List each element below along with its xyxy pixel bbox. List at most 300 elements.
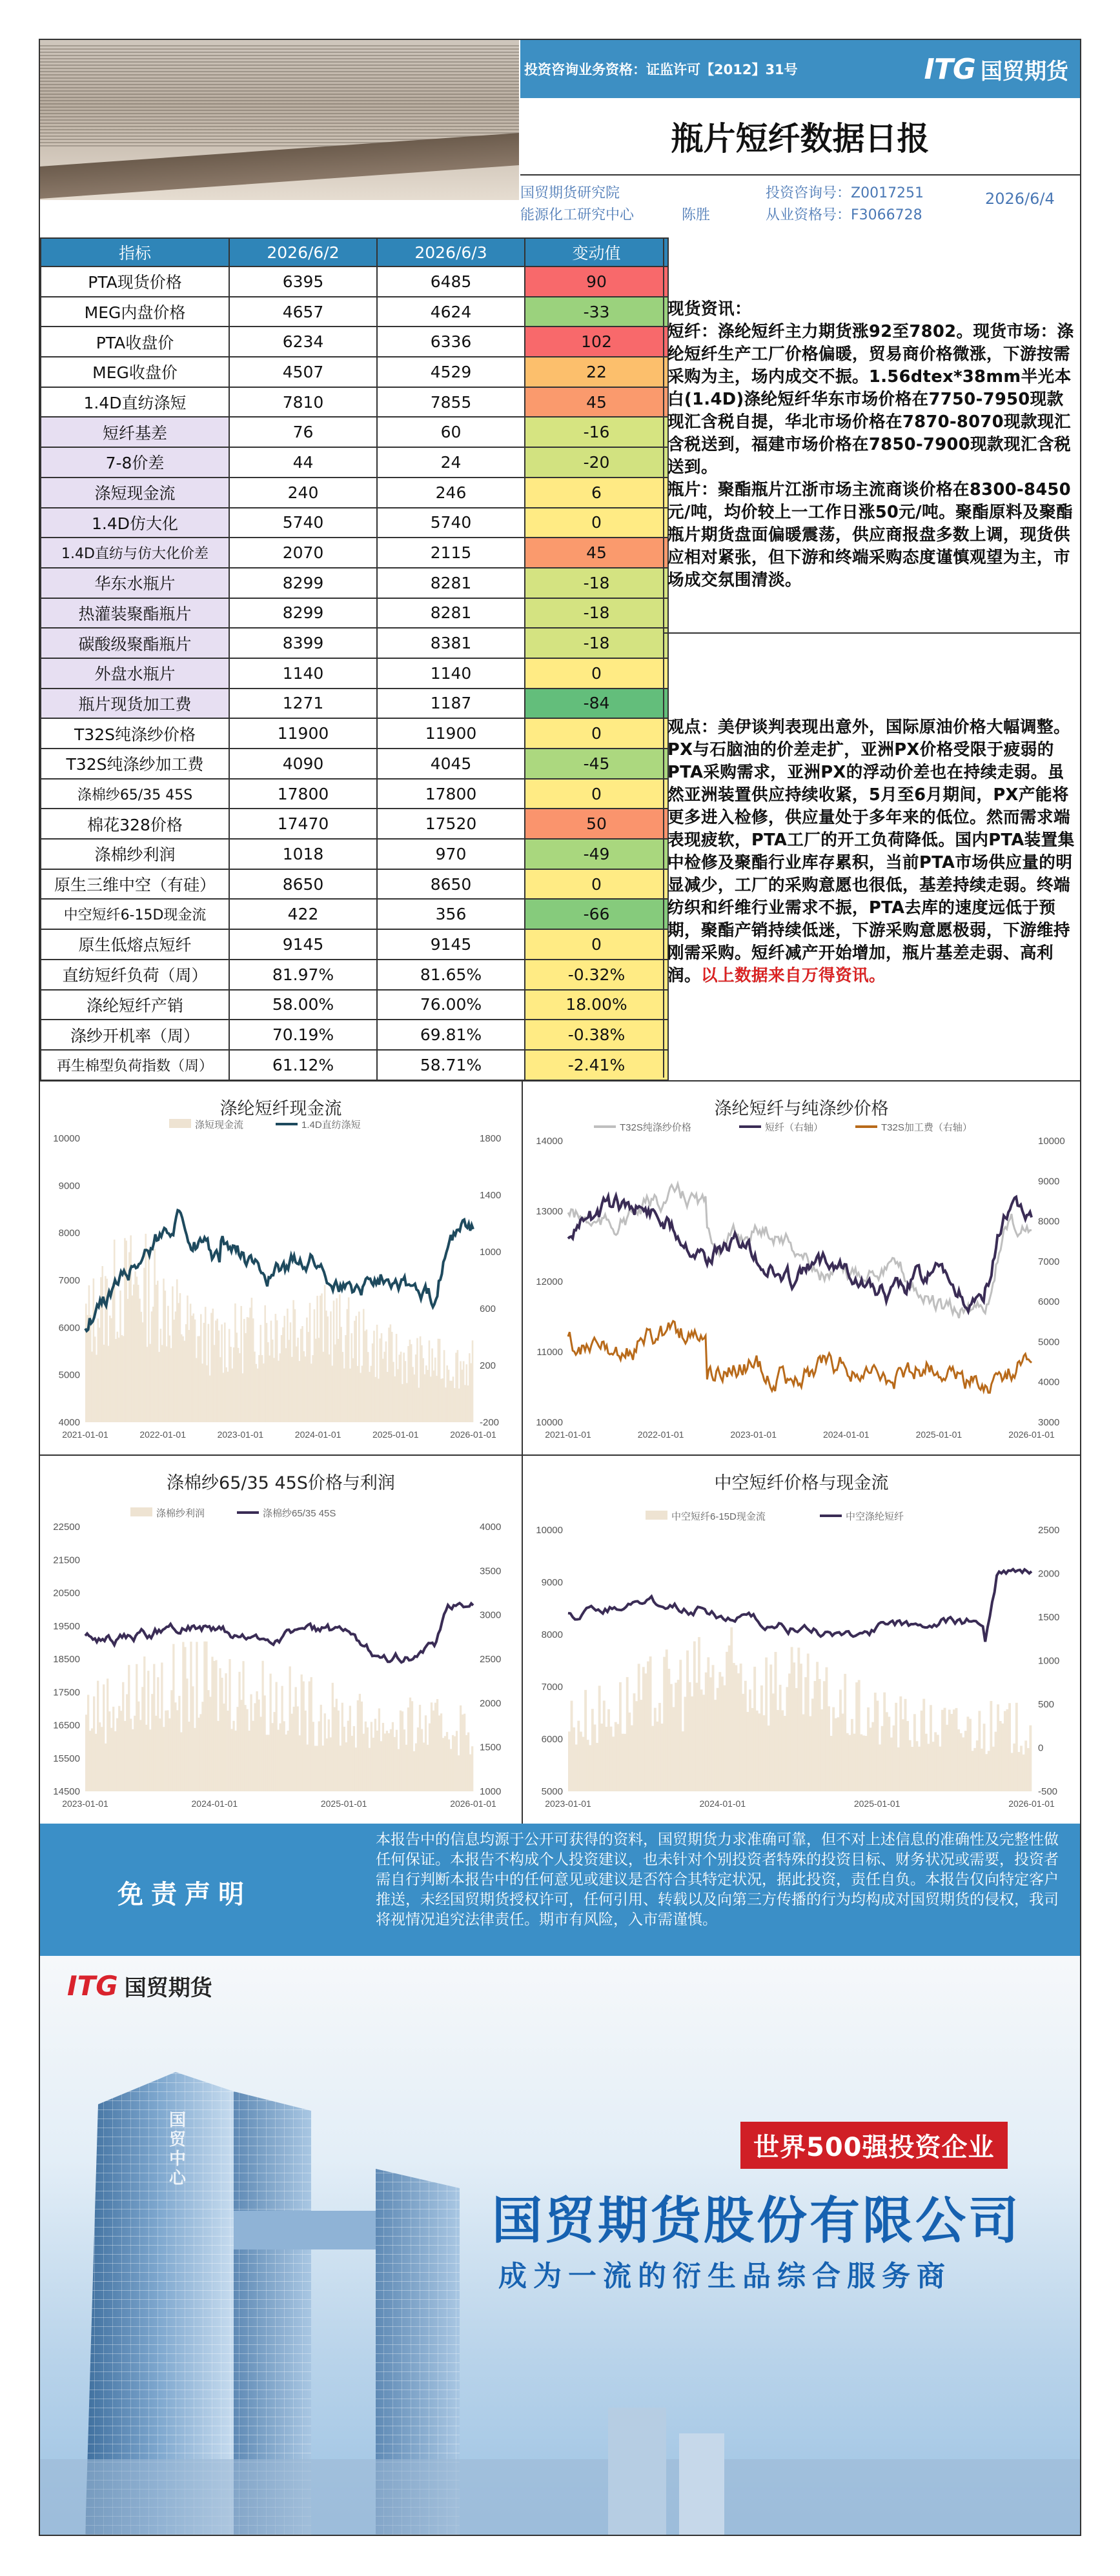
cashflow-bar [260,1716,261,1791]
x-tick: 2022-01-01 [139,1429,187,1440]
cashflow-bar [777,1710,779,1791]
cashflow-bar [155,1716,157,1791]
cashflow-bar [338,1711,340,1791]
y-tick-right: 1000 [480,1247,502,1258]
x-tick: 2024-01-01 [191,1798,238,1809]
cashflow-bar [345,1335,347,1422]
table-cell-v2: 24 [377,447,525,478]
source-note: 以上数据来自万得资讯。 [701,966,886,985]
cashflow-bar [347,1309,349,1422]
itg-logo-mark: ITG [924,52,975,86]
cashflow-bar [779,1685,782,1791]
cashflow-bar [791,1647,793,1791]
cashflow-bar [414,1374,416,1422]
x-tick: 2021-01-01 [62,1429,108,1440]
cashflow-bar [416,1338,418,1422]
x-tick: 2026-01-01 [1008,1798,1055,1809]
cashflow-bar [130,1235,132,1422]
cashflow-bar [238,1348,239,1422]
cashflow-bar [835,1718,837,1791]
loom-thread [40,61,519,63]
cashflow-bar [157,1677,159,1791]
cashflow-bar [303,1351,305,1422]
table-row [41,538,668,568]
loom-thread [40,116,519,117]
header-bar [520,40,1080,98]
cashflow-bar [442,1378,443,1422]
cashflow-bar [105,1744,107,1791]
cashflow-bar [293,1707,295,1791]
cashflow-bar [394,1376,396,1422]
table-row [41,1050,668,1080]
cashflow-bar [205,1307,207,1422]
table-cell-name: MEG收盘价 [41,357,229,387]
table-row [41,357,668,387]
cashflow-bar [172,1644,174,1791]
cashflow-bar [358,1312,360,1422]
cashflow-bar [881,1726,884,1791]
cashflow-bar [223,1704,225,1791]
cashflow-bar [1015,1703,1018,1791]
cashflow-bar [301,1675,303,1791]
cashflow-bar [1011,1753,1013,1791]
y-tick-left: 21500 [53,1555,80,1566]
table-cell-v1: 81.97% [229,960,377,990]
cashflow-bar [285,1735,287,1791]
cashflow-bar [221,1324,223,1422]
y-tick-right: 3500 [480,1565,502,1577]
cashflow-bar [469,1353,471,1422]
table-cell-chg: -0.38% [525,1020,668,1050]
y-tick-left: 20500 [53,1587,80,1599]
cashflow-bar [234,1731,236,1791]
cashflow-bar [348,1298,350,1422]
cashflow-bar [816,1662,819,1791]
cashflow-bar [788,1673,791,1791]
cashflow-bar [112,1283,114,1422]
table-row [41,718,668,749]
cashflow-bar [638,1664,640,1791]
cashflow-bar [429,1340,431,1422]
cashflow-bar [329,1354,331,1422]
cashflow-bar [392,1722,394,1791]
table-cell-v2: 6485 [377,267,525,297]
cashflow-bar [962,1737,964,1791]
cashflow-bar [188,1722,190,1791]
cashflow-bar [440,1379,442,1422]
table-cell-chg: 6 [525,478,668,508]
cashflow-bar [120,1711,122,1791]
cashflow-bar [341,1703,343,1791]
cashflow-bar [108,1346,110,1422]
table-row [41,929,668,960]
cashflow-bar [258,1355,260,1422]
table-row [41,267,668,297]
table-cell-chg: 0 [525,869,668,900]
cashflow-bar [756,1711,759,1791]
cashflow-bar [631,1726,633,1791]
data-table [40,237,669,1081]
cashflow-bar [132,1729,134,1791]
cashflow-bar [316,1746,318,1791]
cashflow-bar [471,1746,473,1791]
y-tick-right: 1400 [480,1190,502,1201]
cashflow-bar [804,1677,807,1791]
y-tick-left: 22500 [53,1522,80,1533]
cashflow-bar [679,1660,682,1791]
cashflow-bar [181,1334,183,1422]
cashflow-bar [661,1724,664,1791]
table-header-row [41,238,668,267]
cashflow-bar [405,1745,407,1791]
table-row [41,387,668,418]
loom-thread [40,94,519,95]
cashflow-bar [147,1671,149,1791]
cashflow-bar [243,1319,245,1422]
cashflow-bar [258,1700,260,1791]
table-row [41,960,668,990]
cashflow-bar [440,1713,442,1791]
cashflow-bar [214,1345,216,1422]
cashflow-bar [192,1313,194,1422]
cashflow-bar [290,1322,292,1422]
cashflow-bar [95,1734,97,1791]
header-logo [924,53,1069,86]
cashflow-bar [897,1747,900,1791]
cashflow-bar [934,1732,937,1791]
cashflow-bar [278,1361,280,1422]
cashflow-bar [591,1709,594,1791]
cashflow-bar [281,1686,283,1791]
cashflow-bar [649,1656,652,1791]
table-row [41,1020,668,1050]
cashflow-bar [633,1693,636,1791]
legend-label: 涤棉纱利润 [156,1508,205,1519]
cashflow-bar [158,1352,160,1422]
cashflow-bar [143,1268,145,1422]
y-tick-right: 2500 [480,1654,502,1665]
cashflow-bar [191,1316,193,1422]
cashflow-bar [848,1735,851,1791]
cashflow-bar [871,1722,874,1791]
cashflow-bar [411,1701,413,1791]
cashflow-bar [96,1355,97,1422]
table-cell-name: 直纺短纤负荷（周） [41,960,229,990]
cashflow-bar [978,1711,981,1791]
x-tick: 2025-01-01 [372,1429,419,1440]
cashflow-bar [964,1731,967,1791]
y-tick-right: 1000 [1038,1655,1060,1667]
cashflow-bar [327,1316,329,1422]
cashflow-bar [321,1293,323,1422]
x-tick: 2024-01-01 [294,1429,341,1440]
cashflow-bar [378,1379,380,1422]
cashflow-bar [851,1719,853,1791]
chart-svg [523,1082,1080,1454]
y-tick-right: 7000 [1038,1256,1060,1267]
cashflow-bar [244,1705,246,1791]
cashflow-bar [463,1361,465,1422]
table-row [41,658,668,689]
cashflow-bar [469,1755,471,1791]
cashflow-bar [315,1339,317,1422]
cashflow-bar [170,1690,172,1791]
cashflow-bar [175,1311,177,1422]
table-cell-v1: 1271 [229,689,377,719]
cashflow-bar [263,1363,265,1422]
cashflow-bar [119,1291,121,1422]
cashflow-bar [990,1701,992,1791]
cashflow-bar [359,1694,361,1791]
cashflow-bar [314,1309,316,1422]
cashflow-bar [911,1747,913,1791]
cashflow-bar [93,1696,95,1791]
cashflow-bar [988,1751,990,1791]
cashflow-bar [365,1722,367,1791]
cashflow-bar [264,1305,266,1422]
cashflow-bar [91,1728,93,1791]
cashflow-bar [280,1353,281,1422]
table-cell-v2: 1187 [377,689,525,719]
cashflow-bar [345,1742,347,1791]
cashflow-bar [702,1695,705,1791]
cashflow-bar [336,1298,338,1422]
hollow-fiber-line [568,1569,1032,1642]
loom-thread [40,106,519,108]
table-row [41,689,668,719]
cashflow-bar [247,1317,249,1422]
cashflow-bar [168,1718,170,1791]
cashflow-bar [234,1303,236,1422]
y-tick-left: 5000 [541,1786,563,1797]
cashflow-bar [939,1747,941,1791]
chart-title: 涤纶短纤与纯涤纱价格 [714,1099,889,1119]
cashflow-bar [186,1678,188,1791]
x-tick: 2023-01-01 [217,1429,264,1440]
table-cell-v2: 4529 [377,357,525,387]
cashflow-bar [87,1695,89,1791]
cashflow-bar [232,1721,234,1791]
cashflow-bar [890,1738,893,1791]
cashflow-bar [288,1340,290,1422]
cashflow-bar [388,1733,390,1791]
cashflow-bar [148,1249,150,1422]
cashflow-bar [218,1331,220,1422]
cashflow-bar [170,1348,172,1422]
cashflow-bar [130,1718,132,1791]
x-tick: 2025-01-01 [915,1429,962,1440]
cashflow-bar [584,1690,587,1791]
cashflow-bar [904,1699,907,1791]
cashflow-bar [374,1377,376,1422]
cashflow-bar [205,1642,207,1791]
cashflow-bar [311,1363,312,1422]
cashflow-bar [203,1642,205,1791]
cashflow-bar [402,1711,403,1791]
cashflow-bar [196,1358,198,1422]
cashflow-bar [728,1645,731,1791]
cashflow-bar [250,1695,252,1791]
cashflow-bar [415,1744,417,1791]
cashflow-bar [330,1311,332,1422]
cashflow-bar [352,1358,354,1422]
cashflow-bar [101,1727,103,1791]
cashflow-bar [765,1658,768,1791]
cashflow-bar [125,1241,127,1422]
legend-label: 涤棉纱65/35 45S [263,1508,336,1519]
y-tick-left: 8000 [541,1629,563,1640]
cashflow-bar [433,1371,435,1422]
cashflow-bar [299,1735,301,1791]
cashflow-bar [309,1303,311,1422]
cashflow-bar [283,1721,285,1791]
chart-svg [40,1456,522,1824]
cashflow-bar [682,1731,684,1791]
cashflow-bar [472,1340,474,1422]
cashflow-bar [438,1715,440,1791]
chart-title: 涤纶短纤现金流 [219,1099,342,1119]
y-tick-right: 9000 [1038,1176,1060,1187]
table-cell-v2: 5740 [377,508,525,538]
cashflow-bar [363,1734,365,1791]
cashflow-bar [369,1748,371,1791]
table-cell-v1: 422 [229,899,377,929]
cashflow-bar [124,1238,126,1422]
cashflow-bar [153,1664,155,1791]
cashflow-bar [421,1345,423,1422]
cashflow-bar [137,1285,139,1422]
cashflow-bar [1023,1755,1025,1791]
table-cell-v1: 70.19% [229,1020,377,1050]
cashflow-bar [700,1689,703,1791]
cashflow-bar [160,1329,162,1422]
cashflow-bar [718,1672,721,1791]
table-cell-v2: 58.71% [377,1050,525,1080]
cashflow-bar [610,1727,613,1791]
cashflow-bar [165,1291,167,1422]
cashflow-bar [654,1708,657,1791]
cashflow-bar [132,1296,134,1422]
cashflow-bar [261,1661,263,1791]
cashflow-bar [837,1717,839,1791]
cashflow-bar [157,1281,159,1422]
table-cell-v2: 1140 [377,658,525,689]
cashflow-bar [439,1339,441,1422]
cashflow-bar [187,1296,188,1422]
table-cell-v2: 8650 [377,869,525,900]
loom-thread [40,129,519,130]
table-cell-v1: 1140 [229,658,377,689]
cashflow-bar [248,1731,250,1791]
cashflow-bar [139,1720,141,1791]
cashflow-bar [582,1737,585,1791]
loom-thread [40,74,519,75]
cashflow-bar [858,1680,860,1791]
cashflow-bar [867,1707,870,1791]
cashflow-bar [101,1266,103,1422]
cashflow-bar [109,1316,111,1422]
fiber-text: 涤纶短纤主力期货涨92至7802。现货市场：涤纶短纤生产工厂价格偏暖，贸易商价格微涨，下游按需采购为主，场内成交不振。1.56dtex*38mm半光本白(1.4D)涤纶短纤华东市场价格在7750-7950现款现汇含税自提，华北市场价格在7870-8070现款现汇含税送到，福建市场价格在7850-7900现款现汇含税送到。 [667,322,1074,477]
logo-name: 国贸期货 [124,1975,212,2001]
cashflow-bar [966,1716,969,1791]
cashflow-bar [865,1736,868,1791]
cashflow-bar [772,1693,775,1791]
cashflow-bar [269,1356,270,1422]
cashflow-bar [973,1748,976,1791]
cashflow-bar [351,1736,353,1791]
cashflow-bar [666,1649,668,1791]
cashflow-bar [209,1376,211,1422]
table-row [41,779,668,809]
y-tick-left: 17500 [53,1687,80,1698]
cashflow-bar [883,1693,886,1791]
cashflow-bar [376,1731,378,1791]
logo-name: 国贸期货 [981,58,1068,85]
chart-staple-vs-yarn [523,1082,1080,1454]
table-cell-v2: 8381 [377,628,525,658]
cashflow-bar [909,1740,911,1791]
cashflow-bar [407,1346,409,1422]
cashflow-bar [695,1683,698,1791]
cashflow-bar [628,1713,631,1791]
cashflow-bar [172,1286,174,1422]
cashflow-bar [256,1691,258,1791]
table-cell-v1: 1018 [229,839,377,869]
cashflow-bar [403,1729,405,1791]
cashflow-bar [802,1715,805,1791]
cashflow-bar [1001,1724,1004,1791]
loom-thread [40,87,519,88]
y-tick-left: 10000 [536,1417,563,1428]
cashflow-bar [995,1732,997,1791]
cashflow-bar [937,1735,939,1791]
legend-swatch [646,1511,667,1520]
spot-fiber-paragraph [667,321,1078,479]
cashflow-bar [275,1682,277,1791]
cashflow-bar [291,1357,293,1422]
table-row [41,990,668,1020]
cashflow-bar [571,1701,573,1791]
cashflow-bar [199,1336,201,1422]
cashflow-bar [217,1721,219,1791]
cashflow-bar [644,1673,647,1791]
cashflow-bar [199,1714,201,1791]
table-cell-v2: 970 [377,839,525,869]
table-cell-v1: 61.12% [229,1050,377,1080]
disclaimer-banner [40,1824,1080,1956]
chart-staple-cashflow [40,1082,522,1454]
cashflow-bar [367,1727,369,1791]
table-row [41,327,668,357]
disclaimer-label: 免责声明 [117,1880,252,1909]
table-cell-v2: 81.65% [377,960,525,990]
cashflow-bar [828,1706,830,1791]
report-title: 瓶片短纤数据日报 [520,98,1080,176]
table-cell-chg: -18 [525,598,668,629]
chart-title: 中空短纤价格与现金流 [714,1473,889,1493]
y-tick-left: 10000 [53,1133,80,1144]
table-cell-name: T32S纯涤纱价格 [41,718,229,749]
cashflow-bar [381,1333,383,1422]
cashflow-bar [458,1389,460,1422]
cashflow-bar [622,1734,624,1791]
cashflow-bar [922,1699,925,1791]
loom-thread [40,103,519,105]
cashflow-bar [342,1352,344,1422]
cashflow-bar [948,1710,951,1791]
table-cell-name: PTA现货价格 [41,267,229,297]
x-tick: 2023-01-01 [730,1429,777,1440]
